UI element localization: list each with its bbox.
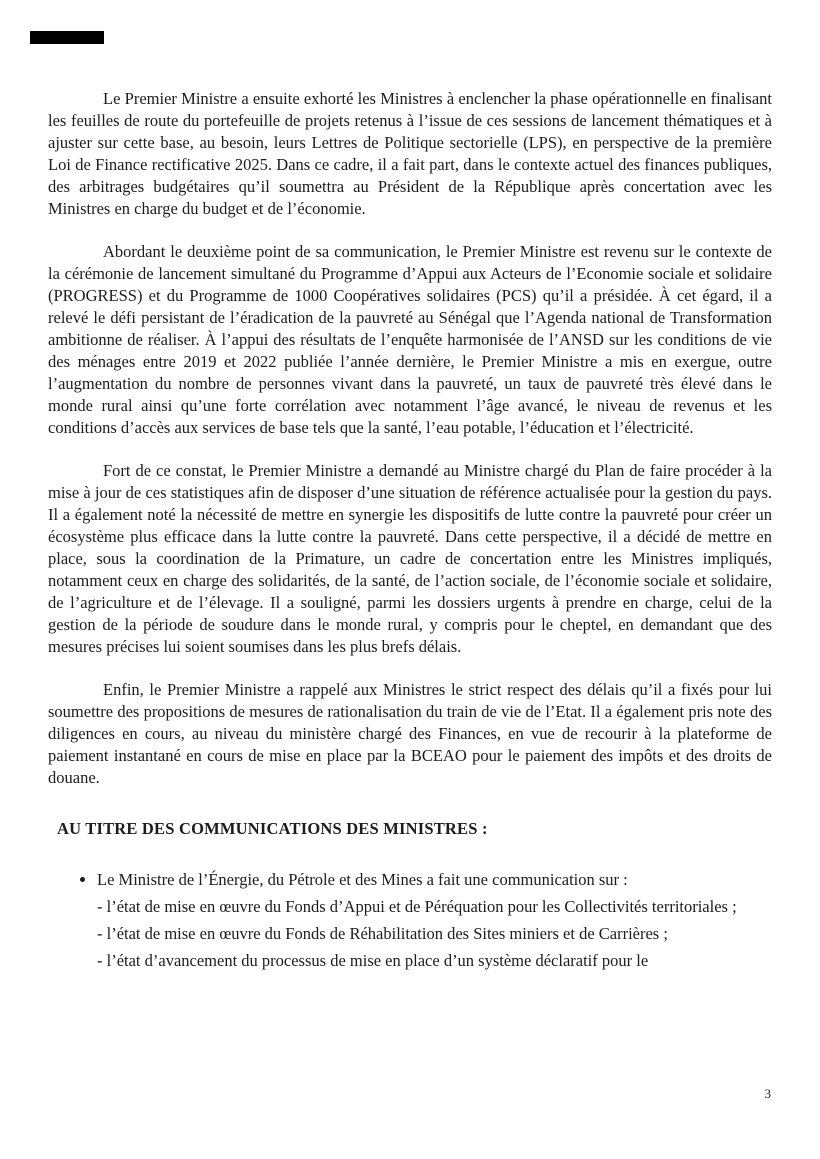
list-item [97, 866, 772, 974]
document-content [48, 88, 772, 974]
paragraph-3: Fort de ce constat, le Premier Ministre a demandé au Ministre chargé du Plan de faire procéder à la mise à jour de ces statistiques afin de disposer d’une situation de référence actualisée pour la gestion du pays. Il a également noté la nécessité de mettre en synergie les dispositifs de lutte contre la pauvreté pour créer un écosystème plus efficace dans la lutte contre la pauvreté. Dans cette perspective, il a décidé de mettre en place, sous la coordination de la Primature, un cadre de concertation entre les Ministres impliqués, notamment ceux en charge des solidarités, de la santé, de l’action sociale, de l’économie sociale et solidaire, de l’agriculture et de l’élevage. Il a souligné, parmi les dossiers urgents à prendre en charge, celui de la gestion de la période de soudure dans le monde rural, y compris pour le cheptel, en demandant que des mesures précises lui soient soumises dans les plus brefs délais. [48, 461, 772, 656]
list-subitem-1: - l’état de mise en œuvre du Fonds d’Appui et de Péréquation pour les Collectivités territoriales ; [97, 897, 737, 916]
paragraph-4: Enfin, le Premier Ministre a rappelé aux Ministres le strict respect des délais qu’il a fixés pour lui soumettre des propositions de mesures de rationalisation du train de vie de l’Etat. Il a également pris note des diligences en cours, au niveau du ministère chargé des Finances, en vue de recourir à la plateforme de paiement instantané en cours de mise en place par la BCEAO pour le paiement des impôts et des droits de douane. [48, 680, 772, 787]
list-subitem-2: - l’état de mise en œuvre du Fonds de Réhabilitation des Sites miniers et de Carrières ; [97, 924, 668, 943]
section-heading: AU TITRE DES COMMUNICATIONS DES MINISTRES : [57, 819, 488, 838]
communications-list [48, 866, 772, 974]
page-number: 3 [764, 1086, 771, 1101]
paragraph-2: Abordant le deuxième point de sa communication, le Premier Ministre est revenu sur le contexte de la cérémonie de lancement simultané du Programme d’Appui aux Acteurs de l’Economie sociale et solidaire (PROGRESS) et du Programme de 1000 Coopératives solidaires (PCS) qu’il a présidée. À cet égard, il a relevé le défi persistant de l’éradication de la pauvreté au Sénégal que l’Agenda national de Transformation ambitionne de réaliser. À l’appui des résultats de l’enquête harmonisée de l’ANSD sur les conditions de vie des ménages entre 2019 et 2022 publiée l’année dernière, le Premier Ministre a mis en exergue, outre l’augmentation du nombre de personnes vivant dans la pauvreté, un taux de pauvreté très élevé dans le monde rural ainsi qu’une forte corrélation avec notamment l’âge avancé, le niveau de revenus et les conditions d’accès aux services de base tels que la santé, l’eau potable, l’éducation et l’électricité. [48, 242, 772, 437]
paragraph-1: Le Premier Ministre a ensuite exhorté les Ministres à enclencher la phase opérationnelle en finalisant les feuilles de route du portefeuille de projets retenus à l’issue de ces sessions de lancement thématiques et à ajuster sur cette base, au besoin, leurs Lettres de Politique sectorielle (LPS), en perspective de la première Loi de Finance rectificative 2025. Dans ce cadre, il a fait part, dans le contexte actuel des finances publiques, des arbitrages budgétaires qu’il soumettra au Président de la République après concertation avec les Ministres en charge du budget et de l’économie. [48, 89, 772, 218]
redaction-bar [30, 31, 104, 44]
list-item-lead: • Le Ministre de l’Énergie, du Pétrole et des Mines a fait une communication sur : [97, 870, 628, 889]
list-subitem-3: - l’état d’avancement du processus de mise en place d’un système déclaratif pour le [97, 951, 649, 970]
